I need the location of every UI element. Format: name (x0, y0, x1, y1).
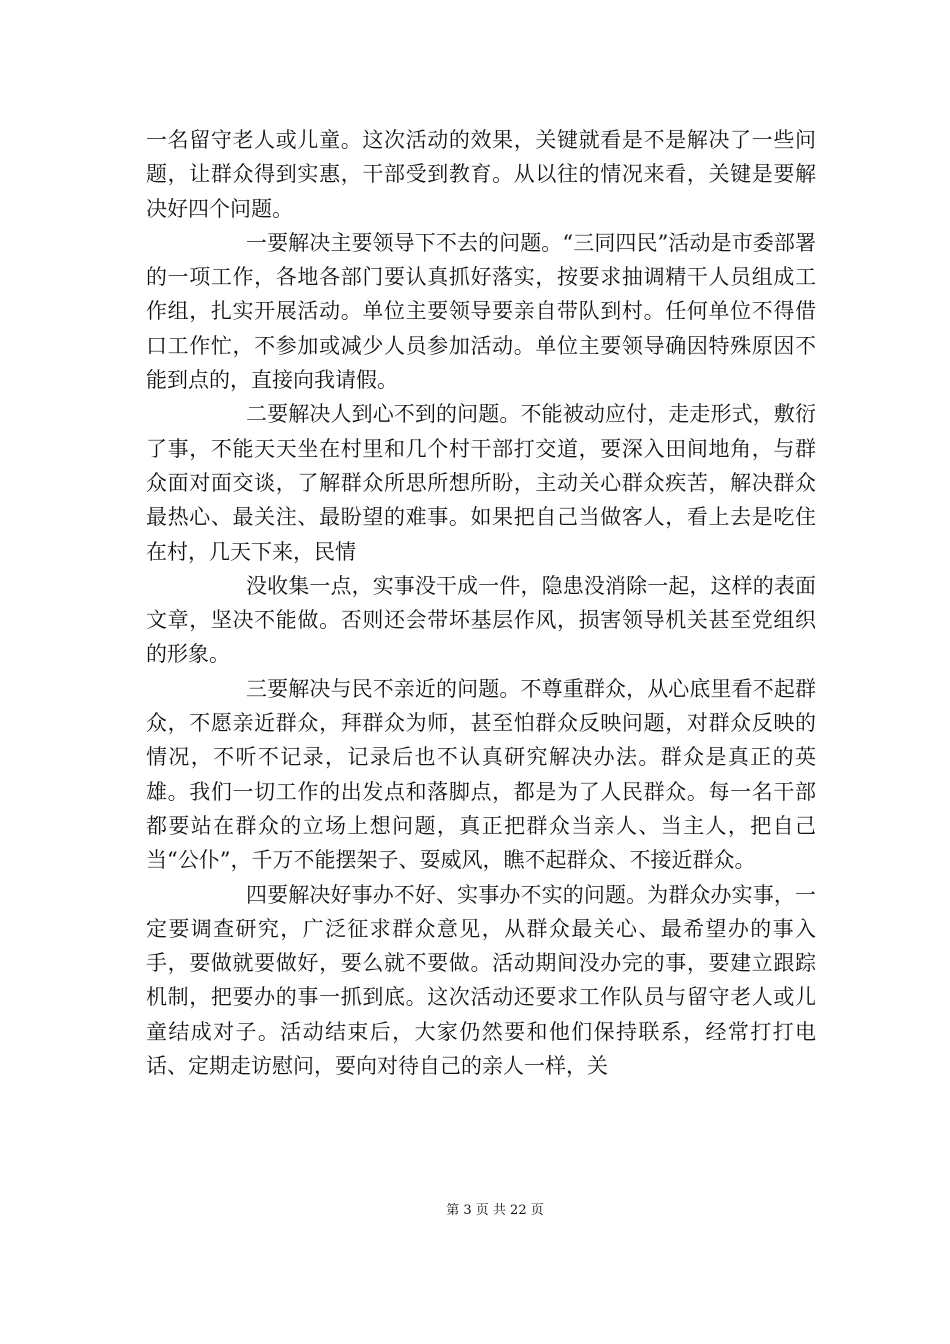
page-number-footer: 第 3 页 共 22 页 (446, 1203, 544, 1218)
paragraph-1: 一名留守老人或儿童。这次活动的效果，关键就看是不是解决了一些问题，让群众得到实惠，干部受到教育。从以往的情况来看，关键是要解决好四个问题。 (146, 128, 816, 221)
paragraph-6: 四要解决好事办不好、实事办不实的问题。为群众办实事，一定要调查研究，广泛征求群众意见，从群众最关心、最希望办的事入手，要做就要做好，要么就不要做。活动期间没办完的事，要建立跟踪机制，把要办的事一抓到底。这次活动还要求工作队员与留守老人或儿童结成对子。活动结束后，大家仍然要和他们保持联系，经常打打电话、定期走访慰问，要向对待自己的亲人一样，关 (146, 882, 816, 1079)
document-body (146, 123, 816, 1083)
paragraph-4: 没收集一点，实事没干成一件，隐患没消除一起，这样的表面文章，坚决不能做。否则还会带坏基层作风，损害领导机关甚至党组织的形象。 (146, 573, 816, 667)
paragraph-5: 三要解决与民不亲近的问题。不尊重群众，从心底里看不起群众，不愿亲近群众，拜群众为师，甚至怕群众反映问题，对群众反映的情况，不听不记录，记录后也不认真研究解决办法。群众是真正的英雄。我们一切工作的出发点和落脚点，都是为了人民群众。每一名干部都要站在群众的立场上想问题，真正把群众当亲人、当主人，把自己当“公仆”，千万不能摆架子、耍威风，瞧不起群众、不接近群众。 (146, 676, 816, 873)
paragraph-3: 二要解决人到心不到的问题。不能被动应付，走走形式，敷衍了事，不能天天坐在村里和几个村干部打交道，要深入田间地角，与群众面对面交谈，了解群众所思所想所盼，主动关心群众疾苦，解决群众最热心、最关注、最盼望的难事。如果把自己当做客人，看上去是吃住在村，几天下来，民情 (146, 402, 816, 564)
paragraph-2: 一要解决主要领导下不去的问题。“三同四民”活动是市委部署的一项工作，各地各部门要认真抓好落实，按要求抽调精干人员组成工作组，扎实开展活动。单位主要领导要亲自带队到村。任何单位不得借口工作忙，不参加或减少人员参加活动。单位主要领导确因特殊原因不能到点的，直接向我请假。 (146, 230, 816, 393)
